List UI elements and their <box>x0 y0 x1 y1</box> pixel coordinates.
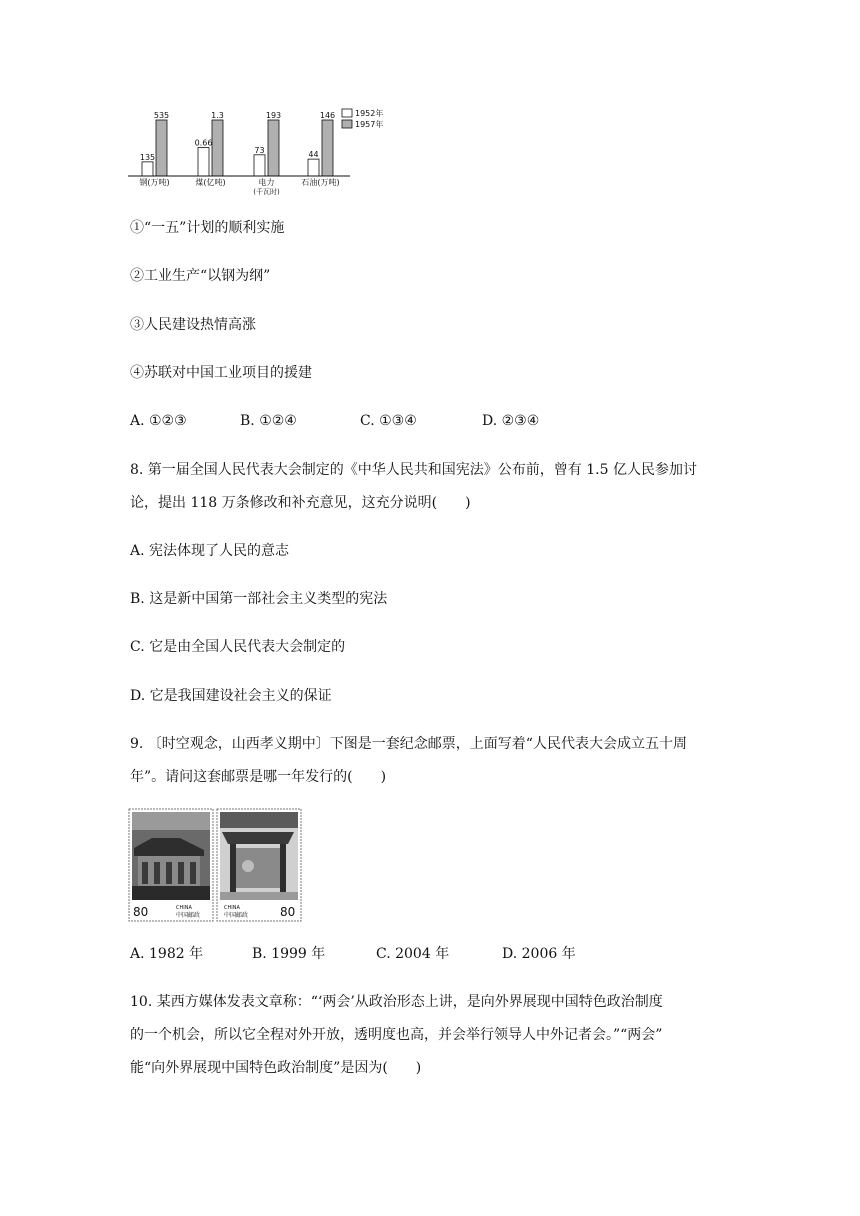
q7-option-a: A. ①②③ <box>130 413 187 429</box>
q10-stem-line-1: 10. 某西方媒体发表文章称：“‘两会’从政治形态上讲，是向外界展现中国特色政治制度 <box>130 994 663 1010</box>
production-bar-chart <box>128 106 408 196</box>
bar-label-0-0: 135 <box>139 152 156 162</box>
x-tick-label-0: 钢(万吨) <box>139 178 170 187</box>
bar-0-1 <box>198 148 209 176</box>
bar-1-1 <box>212 120 223 176</box>
x-tick-label-3: 石油(万吨) <box>301 178 340 187</box>
stamp-right-country-en: CHINA <box>224 905 240 911</box>
bar-0-3 <box>308 159 319 176</box>
q8-stem-line-1: 8. 第一届全国人民代表大会制定的《中华人民共和国宪法》公布前，曾有 1.5 亿人民参加讨 <box>130 462 697 478</box>
x-tick-sublabel-2: (千瓦时) <box>253 188 280 196</box>
bar-label-1-2: 193 <box>265 111 282 120</box>
commemorative-stamps-image <box>128 808 302 922</box>
chart-bars <box>140 111 335 176</box>
q9-stem-line-2: 年”。请问这套邮票是哪一年发行的( ) <box>130 769 387 785</box>
q9-option-d: D. 2006 年 <box>502 946 576 962</box>
q7-option-b: B. ①②④ <box>240 413 297 429</box>
q7-item-2: ②工业生产“以钢为纲” <box>130 268 271 284</box>
legend-swatch-1952 <box>342 109 352 117</box>
bar-label-1-3: 146 <box>319 111 336 120</box>
bar-label-1-1: 1.3 <box>211 111 224 120</box>
chart-legend <box>342 108 383 129</box>
q9-stem-line-1: 9. 〔时空观念，山西孝义期中〕下图是一套纪念邮票，上面写着“人民代表大会成立五十周 <box>130 736 687 752</box>
q7-item-1: ①“一五”计划的顺利实施 <box>130 220 285 236</box>
q8-option-c: C. 它是由全国人民代表大会制定的 <box>130 639 346 655</box>
stamp-right-value: 80 <box>280 905 296 919</box>
bar-1-2 <box>268 120 279 176</box>
bar-label-1-0: 535 <box>153 111 170 120</box>
q8-stem-line-2: 论，提出 118 万条修改和补充意见，这充分说明( ) <box>130 495 471 511</box>
q8-option-b: B. 这是新中国第一部社会主义类型的宪法 <box>130 591 388 607</box>
stamp-right <box>217 809 301 921</box>
q9-option-a: A. 1982 年 <box>130 946 204 962</box>
q7-option-d: D. ②③④ <box>482 413 540 429</box>
q7-item-3: ③人民建设热情高涨 <box>130 317 256 333</box>
q10-stem-line-3: 能“向外界展现中国特色政治制度”是因为( ) <box>130 1060 422 1076</box>
bar-1-0 <box>156 120 167 176</box>
q10-stem-line-2: 的一个机会，所以它全程对外开放，透明度也高，并会举行领导人中外记者会。”“两会” <box>130 1027 663 1043</box>
legend-label-1952: 1952年 <box>355 109 384 118</box>
legend-swatch-1957 <box>342 120 352 128</box>
bar-0-0 <box>142 162 153 176</box>
legend-label-1957: 1957年 <box>355 120 384 129</box>
x-tick-label-1: 煤(亿吨) <box>195 178 226 187</box>
stamp-left-country: 中国邮政 <box>176 912 201 919</box>
bar-label-0-1: 0.66 <box>194 138 213 148</box>
bar-0-2 <box>254 155 265 176</box>
stamp-left-country-en: CHINA <box>176 905 192 911</box>
stamp-left <box>129 809 213 921</box>
x-tick-label-2: 电力 <box>258 178 275 187</box>
chart-x-labels <box>139 177 339 196</box>
q7-item-4: ④苏联对中国工业项目的援建 <box>130 365 312 381</box>
q9-option-b: B. 1999 年 <box>252 946 326 962</box>
q9-option-c: C. 2004 年 <box>376 946 450 962</box>
q8-option-a: A. 宪法体现了人民的意志 <box>130 543 290 559</box>
stamp-left-value: 80 <box>133 905 149 919</box>
bar-label-0-3: 44 <box>308 150 319 160</box>
q7-option-c: C. ①③④ <box>360 413 417 429</box>
bar-label-0-2: 73 <box>254 145 265 155</box>
q8-option-d: D. 它是我国建设社会主义的保证 <box>130 688 332 704</box>
bar-1-3 <box>322 120 333 176</box>
stamp-right-country: 中国邮政 <box>224 912 249 919</box>
